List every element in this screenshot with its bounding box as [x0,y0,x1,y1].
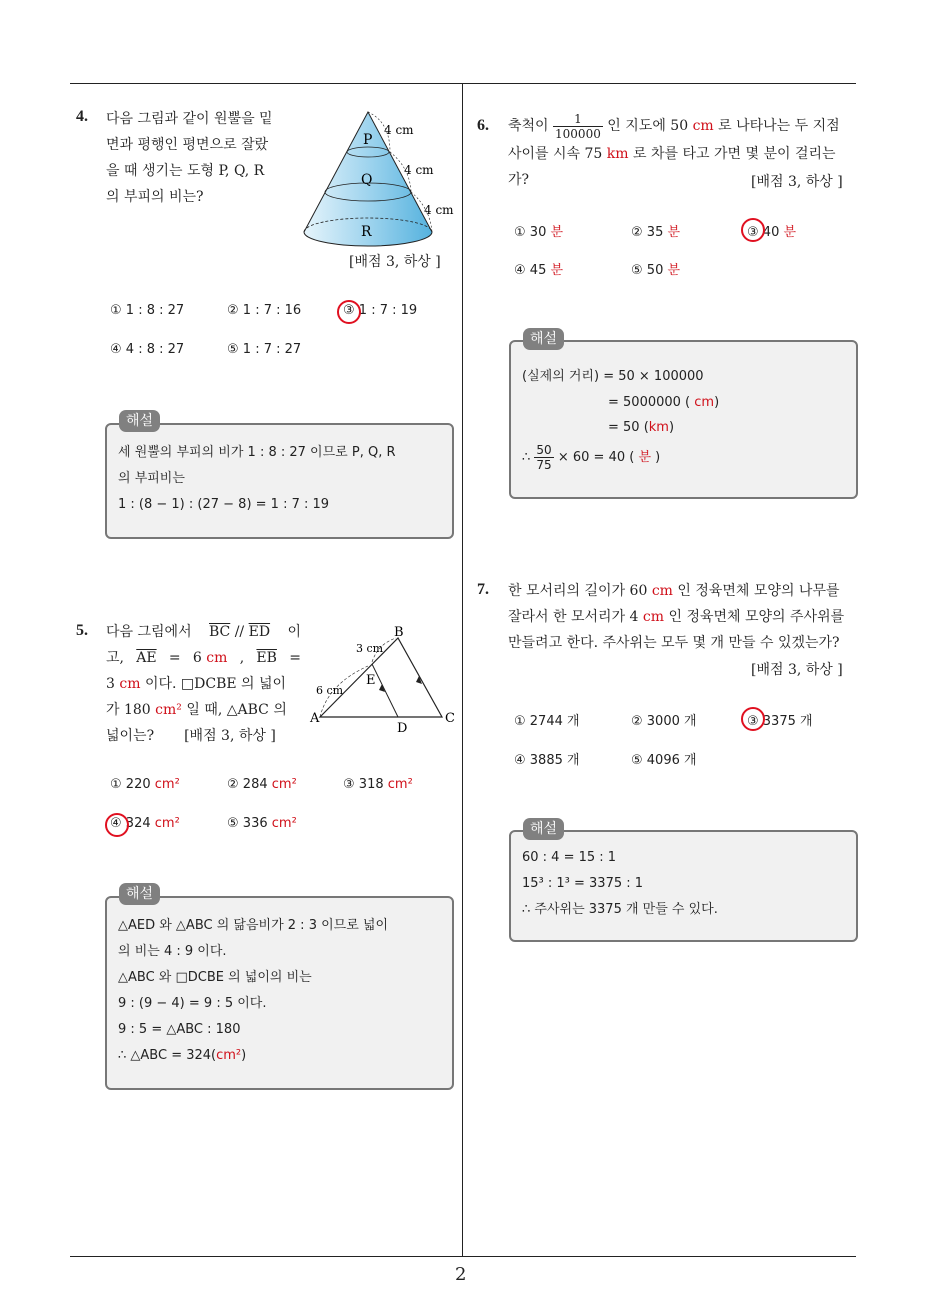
q5-sol-line6 [118,1043,388,1069]
q5-label-d: D [397,721,408,736]
q7-option-3[interactable]: ③ 3375 개 [747,714,813,729]
q5-option-3-num: ③ [343,777,355,792]
q5-comma: , [239,650,245,666]
q6-sol2-b: ) [714,395,720,410]
q6-option-4-unit: 분 [550,263,564,278]
q4-cone-figure [298,108,468,258]
q5-seg-bc: $\overline{BC}$ [209,624,231,640]
q5-sol-line5: 9 : 5 = △ABC : 180 [118,1022,241,1037]
q7-line2 [508,604,844,630]
q5-ae-unit: cm [206,650,228,666]
q5-option-3-unit: cm² [387,777,413,792]
q5-line4-a: 가 180 [106,702,151,718]
q5-eb-unit: cm [119,676,141,692]
q6-text-l2b: 로 차를 타고 가면 몇 분이 걸리는 [633,146,836,162]
q7-unit-cm-2: cm [642,609,665,625]
q4-option-1[interactable]: ① 1 : 8 : 27 [110,303,185,318]
q6-sol2-unit: cm [694,395,715,410]
q6-frac-den: 100000 [555,126,601,141]
q7-line3: 만들려고 한다. 주사위는 모두 몇 개 만들 수 있겠는가? [508,635,840,651]
q4-option-4[interactable]: ④ 4 : 8 : 27 [110,342,185,357]
q4-label-d2: 4 cm [404,163,434,177]
q5-option-1-num: ① [110,777,122,792]
q5-parallel: // [234,624,245,640]
q6-sol3-b: ) [668,420,675,435]
q5-solution-tag: 해설 [119,883,160,905]
q5-sol-line4: 9 : (9 − 4) = 9 : 5 이다. [118,996,267,1011]
top-rule [70,83,856,84]
q6-sol4-b: × 60 = 40 ( [557,450,635,465]
q6-line3: 가? [508,172,530,188]
q5-option-1[interactable] [110,777,180,792]
q4-option-3[interactable]: ③ 1 : 7 : 19 [343,303,418,318]
q4-label-p: P [363,132,373,148]
q4-points: [배점 3, 하상 ] [349,254,441,270]
q4-text [106,106,296,210]
q4-line3: 을 때 생기는 도형 P, Q, R [106,163,265,179]
q5-solution-text [118,913,388,1069]
q4-solution-tag: 해설 [119,410,160,432]
q6-text-l2a: 사이를 시속 75 [508,146,603,162]
q6-option-1[interactable] [514,221,563,240]
q4-sol-line2: 의 부피비는 [118,471,185,486]
q6-line2 [508,141,836,167]
q4-line2: 면과 평행인 평면으로 잘랐 [106,137,269,153]
q4-answer-mark [337,300,361,324]
q5-sol-line1: △AED 와 △ABC 의 닮음비가 2 : 3 이므로 넓이 [118,918,389,933]
q7-unit-cm-1: cm [651,583,673,599]
q7-sol-line1: 60 : 4 = 15 : 1 [522,850,617,865]
q5-line2 [106,645,301,671]
q6-sol3-unit: km [648,420,669,435]
q5-option-3-val: 318 [358,777,384,792]
q7-option-1[interactable]: ① 2744 개 [514,714,580,729]
q6-solution-tag: 해설 [523,328,564,350]
q7-line1 [508,578,844,604]
q5-seg-bc-group [209,619,270,645]
q6-line1 [508,108,860,144]
q5-seg-eb: $\overline{EB}$ [256,650,277,666]
q4-sol-line3: 1 : (8 − 1) : (27 − 8) = 1 : 7 : 19 [118,497,330,512]
q5-option-5-val: 336 [242,816,268,831]
q7-line2-b: 인 정육면체 모양의 주사위를 [668,609,845,625]
q7-sol-line2: 15³ : 1³ = 3375 : 1 [522,876,644,891]
q5-seg-ae: $\overline{AE}$ [136,650,157,666]
q6-text-b: 인 지도에 50 [607,118,689,134]
q5-option-2-num: ② [227,777,239,792]
q6-unit-km: km [606,146,629,162]
q5-option-1-unit: cm² [154,777,180,792]
q6-option-3-val: 40 [762,225,780,240]
q6-text-a: 축척이 [508,118,549,134]
q5-option-2[interactable] [227,777,297,792]
q5-line5-text: 넓이는? [106,728,155,744]
q5-seg-ed: $\overline{ED}$ [248,624,271,640]
q4-sol-line1: 세 원뿔의 부피의 비가 1 : 8 : 27 이므로 P, Q, R [118,445,396,460]
q5-line3-b: 이다. □DCBE 의 넓이 [144,676,287,692]
q6-number: 6. [477,117,489,134]
q5-option-5[interactable] [227,816,297,831]
q4-label-d1: 4 cm [384,123,414,137]
q6-option-4-num: ④ [514,263,526,278]
q6-sol4-den: 75 [536,458,552,472]
q4-label-d3: 4 cm [424,203,454,217]
q6-sol-line1: (실제의 거리) = 50 × 100000 [522,369,704,384]
q5-line3 [106,671,301,697]
q6-unit-cm: cm [692,118,714,134]
q4-solution-text [118,440,396,518]
q4-label-q: Q [361,172,373,188]
q5-label-l1: 3 cm [356,642,384,655]
q7-solution-tag: 해설 [523,818,564,840]
column-divider [462,83,463,1256]
q6-option-5-num: ⑤ [631,263,643,278]
q5-sol-line2: 의 비는 4 : 9 이다. [118,944,227,959]
q5-option-1-val: 220 [125,777,151,792]
q5-label-c: C [445,711,455,726]
q5-option-5-unit: cm² [271,816,297,831]
page-number: 2 [455,1264,467,1285]
q4-option-5[interactable]: ⑤ 1 : 7 : 27 [227,342,302,357]
q6-text-c: 로 나타나는 두 지점 [718,118,840,134]
q7-answer-mark [741,707,765,731]
q6-option-1-num: ① [514,225,526,240]
q5-ae-value-group [193,645,228,671]
q5-label-e: E [366,673,376,688]
q5-line2-a: 고, [106,650,124,666]
q4-number: 4. [76,108,88,125]
q5-line1 [106,619,301,645]
q7-number: 7. [477,581,489,598]
q6-option-4[interactable] [514,259,563,278]
q5-line1-b: 이 [287,624,301,640]
q6-sol-line2 [608,390,719,416]
q6-scale-fraction [553,112,603,141]
q7-text [508,578,844,656]
q5-line4-unit: cm² [155,702,182,718]
q6-option-4-val: 45 [529,263,547,278]
q7-option-5[interactable]: ⑤ 4096 개 [631,753,697,768]
q6-option-5-val: 50 [646,263,664,278]
q7-solution-text [522,845,718,923]
q6-frac-num: 1 [553,112,603,127]
q6-sol-line3 [608,415,674,441]
q5-eq2: = [289,650,301,666]
q6-sol4-num: 50 [536,443,552,457]
q6-sol4-unit: 분 [638,450,652,465]
q5-label-l2: 6 cm [316,684,344,697]
q5-sol-last-a: ∴ △ABC = 324( [118,1048,217,1063]
q5-line4-b: 일 때, △ABC 의 [186,702,287,718]
q6-option-2-val: 35 [646,225,664,240]
q6-sol4-c: ) [655,450,661,465]
q5-number: 5. [76,622,88,639]
q5-option-5-num: ⑤ [227,816,239,831]
q7-points: [배점 3, 하상 ] [751,662,843,678]
q5-label-b: B [394,625,404,640]
q6-option-1-val: 30 [529,225,547,240]
q5-sol-line3: △ABC 와 □DCBE 의 넓이의 비는 [118,970,312,985]
q5-option-4-val: 324 [125,816,151,831]
q6-option-3-unit: 분 [783,225,797,240]
q5-ae-value: 6 [192,650,202,666]
q5-option-4-unit: cm² [154,816,180,831]
q6-option-2[interactable] [631,221,680,240]
bottom-rule [70,1256,856,1257]
q7-option-2[interactable]: ② 3000 개 [631,714,697,729]
q4-line1: 다음 그림과 같이 원뿔을 밑 [106,111,273,127]
q6-option-5-unit: 분 [667,263,681,278]
q6-sol3-a: = 50 ( [608,420,649,435]
q7-line1-a: 한 모서리의 길이가 60 [508,583,648,599]
q7-line2-a: 잘라서 한 모서리가 4 [508,609,639,625]
q5-label-a: A [310,711,320,726]
q5-option-2-unit: cm² [271,777,297,792]
q4-line4: 의 부피의 비는? [106,189,204,205]
q5-eb-value: 3 [106,676,115,692]
q5-answer-mark [105,813,129,837]
q6-option-5[interactable] [631,259,680,278]
q5-option-2-val: 284 [242,777,268,792]
q5-sol-last-b: ) [241,1048,247,1063]
q6-sol-line4 [522,440,660,476]
q7-line1-b: 인 정육면체 모양의 나무를 [677,583,840,599]
q6-option-2-unit: 분 [667,225,681,240]
q6-answer-mark [741,218,765,242]
q6-option-3-num: ③ [747,225,759,240]
q7-sol-line3: ∴ 주사위는 3375 개 만들 수 있다. [522,902,718,917]
q4-option-2[interactable]: ② 1 : 7 : 16 [227,303,302,318]
q5-triangle-figure [308,622,458,740]
q5-points: [배점 3, 하상 ] [184,728,276,744]
q5-line4 [106,697,301,723]
q5-sol-last-unit: cm² [216,1048,242,1063]
q6-sol4-therefore: ∴ [522,450,531,465]
q5-eq1: = [168,650,181,666]
q5-option-3[interactable] [343,777,413,792]
q4-label-r: R [361,224,372,240]
q6-sol2-a: = 5000000 ( [608,395,691,410]
q5-text [106,619,301,749]
q7-option-4[interactable]: ④ 3885 개 [514,753,580,768]
q5-option-4-num: ④ [110,816,122,831]
q5-line1-a: 다음 그림에서 [106,624,192,640]
q6-option-1-unit: 분 [550,225,564,240]
q6-sol4-fraction [534,443,553,472]
q6-points: [배점 3, 하상 ] [751,174,843,190]
q5-line5 [106,723,301,749]
q6-option-2-num: ② [631,225,643,240]
